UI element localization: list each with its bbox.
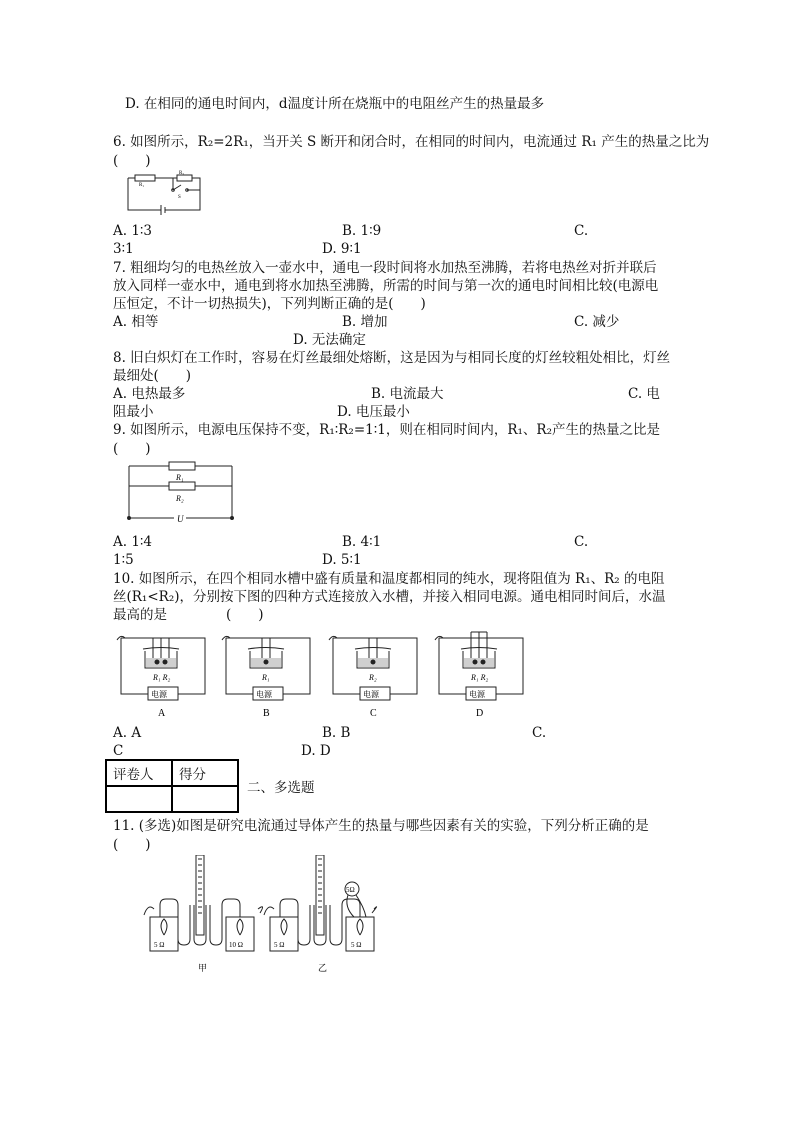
q7-option-b: B. 增加 bbox=[342, 314, 388, 330]
q9-fig-r2: R₂ bbox=[176, 494, 184, 503]
q7-option-d: D. 无法确定 bbox=[293, 332, 366, 348]
q8-line-1: 8. 旧白炽灯在工作时，容易在灯丝最细处熔断，这是因为与相同长度的灯丝较粗处相比，灯丝 bbox=[113, 350, 671, 366]
score-cell[interactable] bbox=[172, 786, 238, 812]
q10-option-c: C. bbox=[532, 725, 547, 741]
q9-option-b: B. 4∶1 bbox=[342, 534, 382, 550]
section-2-heading: 二、多选题 bbox=[247, 780, 315, 796]
q7-option-c: C. 减少 bbox=[574, 314, 620, 330]
q7-option-a: A. 相等 bbox=[113, 314, 159, 330]
q11-jia-resistor-a: 5 Ω bbox=[154, 941, 165, 949]
q10-fig-d bbox=[435, 632, 523, 719]
reviewer-header: 评卷人 bbox=[106, 760, 172, 786]
q9-option-c: C. bbox=[574, 534, 589, 550]
q9-option-a: A. 1∶4 bbox=[113, 534, 153, 550]
q6-option-d: D. 9∶1 bbox=[322, 241, 362, 257]
q11-figures bbox=[140, 855, 380, 980]
score-header: 得分 bbox=[172, 760, 238, 786]
q10-fig-b-label: B bbox=[263, 708, 270, 719]
q10-figures bbox=[113, 626, 533, 721]
q11-yi-caption: 乙 bbox=[318, 963, 328, 973]
q10-option-b: B. B bbox=[322, 725, 351, 741]
score-table-bracket bbox=[237, 759, 239, 783]
q6-stem: 6. 如图所示，R₂=2R₁，当开关 S 断开和闭合时，在相同的时间内，电流通过 R₁ 产生的热量之比为 bbox=[113, 134, 710, 150]
q6-option-b: B. 1∶9 bbox=[342, 223, 382, 239]
q10-fig-a bbox=[117, 636, 205, 719]
score-table-top-rule bbox=[105, 759, 239, 761]
q10-fig-d-label: D bbox=[476, 708, 484, 719]
q11-yi-resistor-b: 5 Ω bbox=[351, 941, 362, 949]
score-table bbox=[105, 759, 241, 813]
q10-fig-a-label: A bbox=[158, 708, 166, 719]
q6-option-c: C. bbox=[574, 223, 589, 239]
q6-answer-paren: ( ) bbox=[113, 153, 151, 169]
q7-line-1: 7. 粗细均匀的电热丝放入一壶水中，通电一段时间将水加热至沸腾，若将电热丝对折并联后 bbox=[113, 260, 657, 276]
q9-stem: 9. 如图所示，电源电压保持不变，R₁∶R₂=1∶1，则在相同时间内，R₁、R₂产生的热量之比是 bbox=[113, 422, 660, 438]
q6-fig-r1: R₁ bbox=[139, 183, 145, 188]
q6-fig-r2: R₂ bbox=[179, 171, 185, 176]
q11-fig-yi bbox=[264, 855, 377, 973]
q8-option-d: D. 电压最小 bbox=[337, 404, 410, 420]
q11-yi-resistor-top: 5Ω bbox=[346, 886, 355, 894]
q10-line-3: 最高的是 bbox=[113, 607, 167, 623]
q9-fig-u: U bbox=[177, 514, 184, 524]
q10-line-1: 10. 如图所示，在四个相同水槽中盛有质量和温度都相同的纯水，现将阻值为 R₁、R₂ 的电阻 bbox=[113, 571, 665, 587]
q8-line-2: 最细处( ) bbox=[113, 368, 192, 384]
q8-option-b: B. 电流最大 bbox=[371, 386, 444, 402]
q9-circuit-diagram bbox=[124, 459, 236, 527]
q5-option-d: D. 在相同的通电时间内，d温度计所在烧瓶中的电阻丝产生的热量最多 bbox=[125, 96, 545, 112]
q8-option-c-cont: 阻最小 bbox=[113, 404, 154, 420]
q11-jia-resistor-b: 10 Ω bbox=[229, 941, 243, 949]
q11-jia-caption: 甲 bbox=[198, 963, 208, 973]
q6-option-c-value: 3∶1 bbox=[113, 241, 134, 257]
q10-fig-d-power: 电源 bbox=[469, 690, 485, 699]
q8-option-c: C. 电 bbox=[628, 386, 660, 402]
q9-answer-paren: ( ) bbox=[113, 441, 151, 457]
q10-fig-c bbox=[329, 636, 417, 719]
q10-option-a: A. A bbox=[113, 725, 142, 741]
q11-stem: 11. (多选)如图是研究电流通过导体产生的热量与哪些因素有关的实验，下列分析正确的是 bbox=[113, 818, 649, 834]
q10-option-d: D. D bbox=[301, 743, 331, 759]
q6-fig-switch: S bbox=[178, 195, 181, 200]
q10-fig-a-resistors: R₁ R₂ bbox=[153, 673, 171, 682]
q11-fig-jia bbox=[144, 855, 263, 973]
q9-fig-r1: R₁ bbox=[176, 473, 184, 482]
q10-fig-d-resistors: R₁ R₂ bbox=[471, 673, 489, 682]
q7-line-2: 放入同样一壶水中，通电到将水加热至沸腾，所需的时间与第一次的通电时间相比较(电源电 bbox=[113, 278, 659, 294]
q11-answer-paren: ( ) bbox=[113, 837, 151, 853]
q10-fig-a-power: 电源 bbox=[151, 690, 167, 699]
q6-circuit-diagram bbox=[125, 170, 205, 215]
q10-answer-paren: ( ) bbox=[226, 607, 264, 623]
q7-line-3: 压恒定，不计一切热损失)，下列判断正确的是( ) bbox=[113, 296, 426, 312]
q10-fig-c-resistors: R₂ bbox=[369, 673, 377, 682]
q9-option-d: D. 5∶1 bbox=[322, 552, 362, 568]
q10-fig-b-resistors: R₁ bbox=[262, 673, 270, 682]
reviewer-cell[interactable] bbox=[106, 786, 172, 812]
q6-option-a: A. 1∶3 bbox=[113, 223, 153, 239]
q10-option-c-value: C bbox=[113, 743, 124, 759]
q10-fig-b bbox=[222, 636, 310, 719]
q10-line-2: 丝(R₁<R₂)，分别按下图的四种方式连接放入水槽，并接入相同电源。通电相同时间后，水温 bbox=[113, 589, 666, 605]
q8-option-a: A. 电热最多 bbox=[113, 386, 186, 402]
q10-fig-b-power: 电源 bbox=[256, 690, 272, 699]
q11-yi-resistor-a: 5 Ω bbox=[274, 941, 285, 949]
q9-option-c-value: 1∶5 bbox=[113, 552, 134, 568]
q10-fig-c-power: 电源 bbox=[363, 690, 379, 699]
q10-fig-c-label: C bbox=[370, 708, 377, 719]
